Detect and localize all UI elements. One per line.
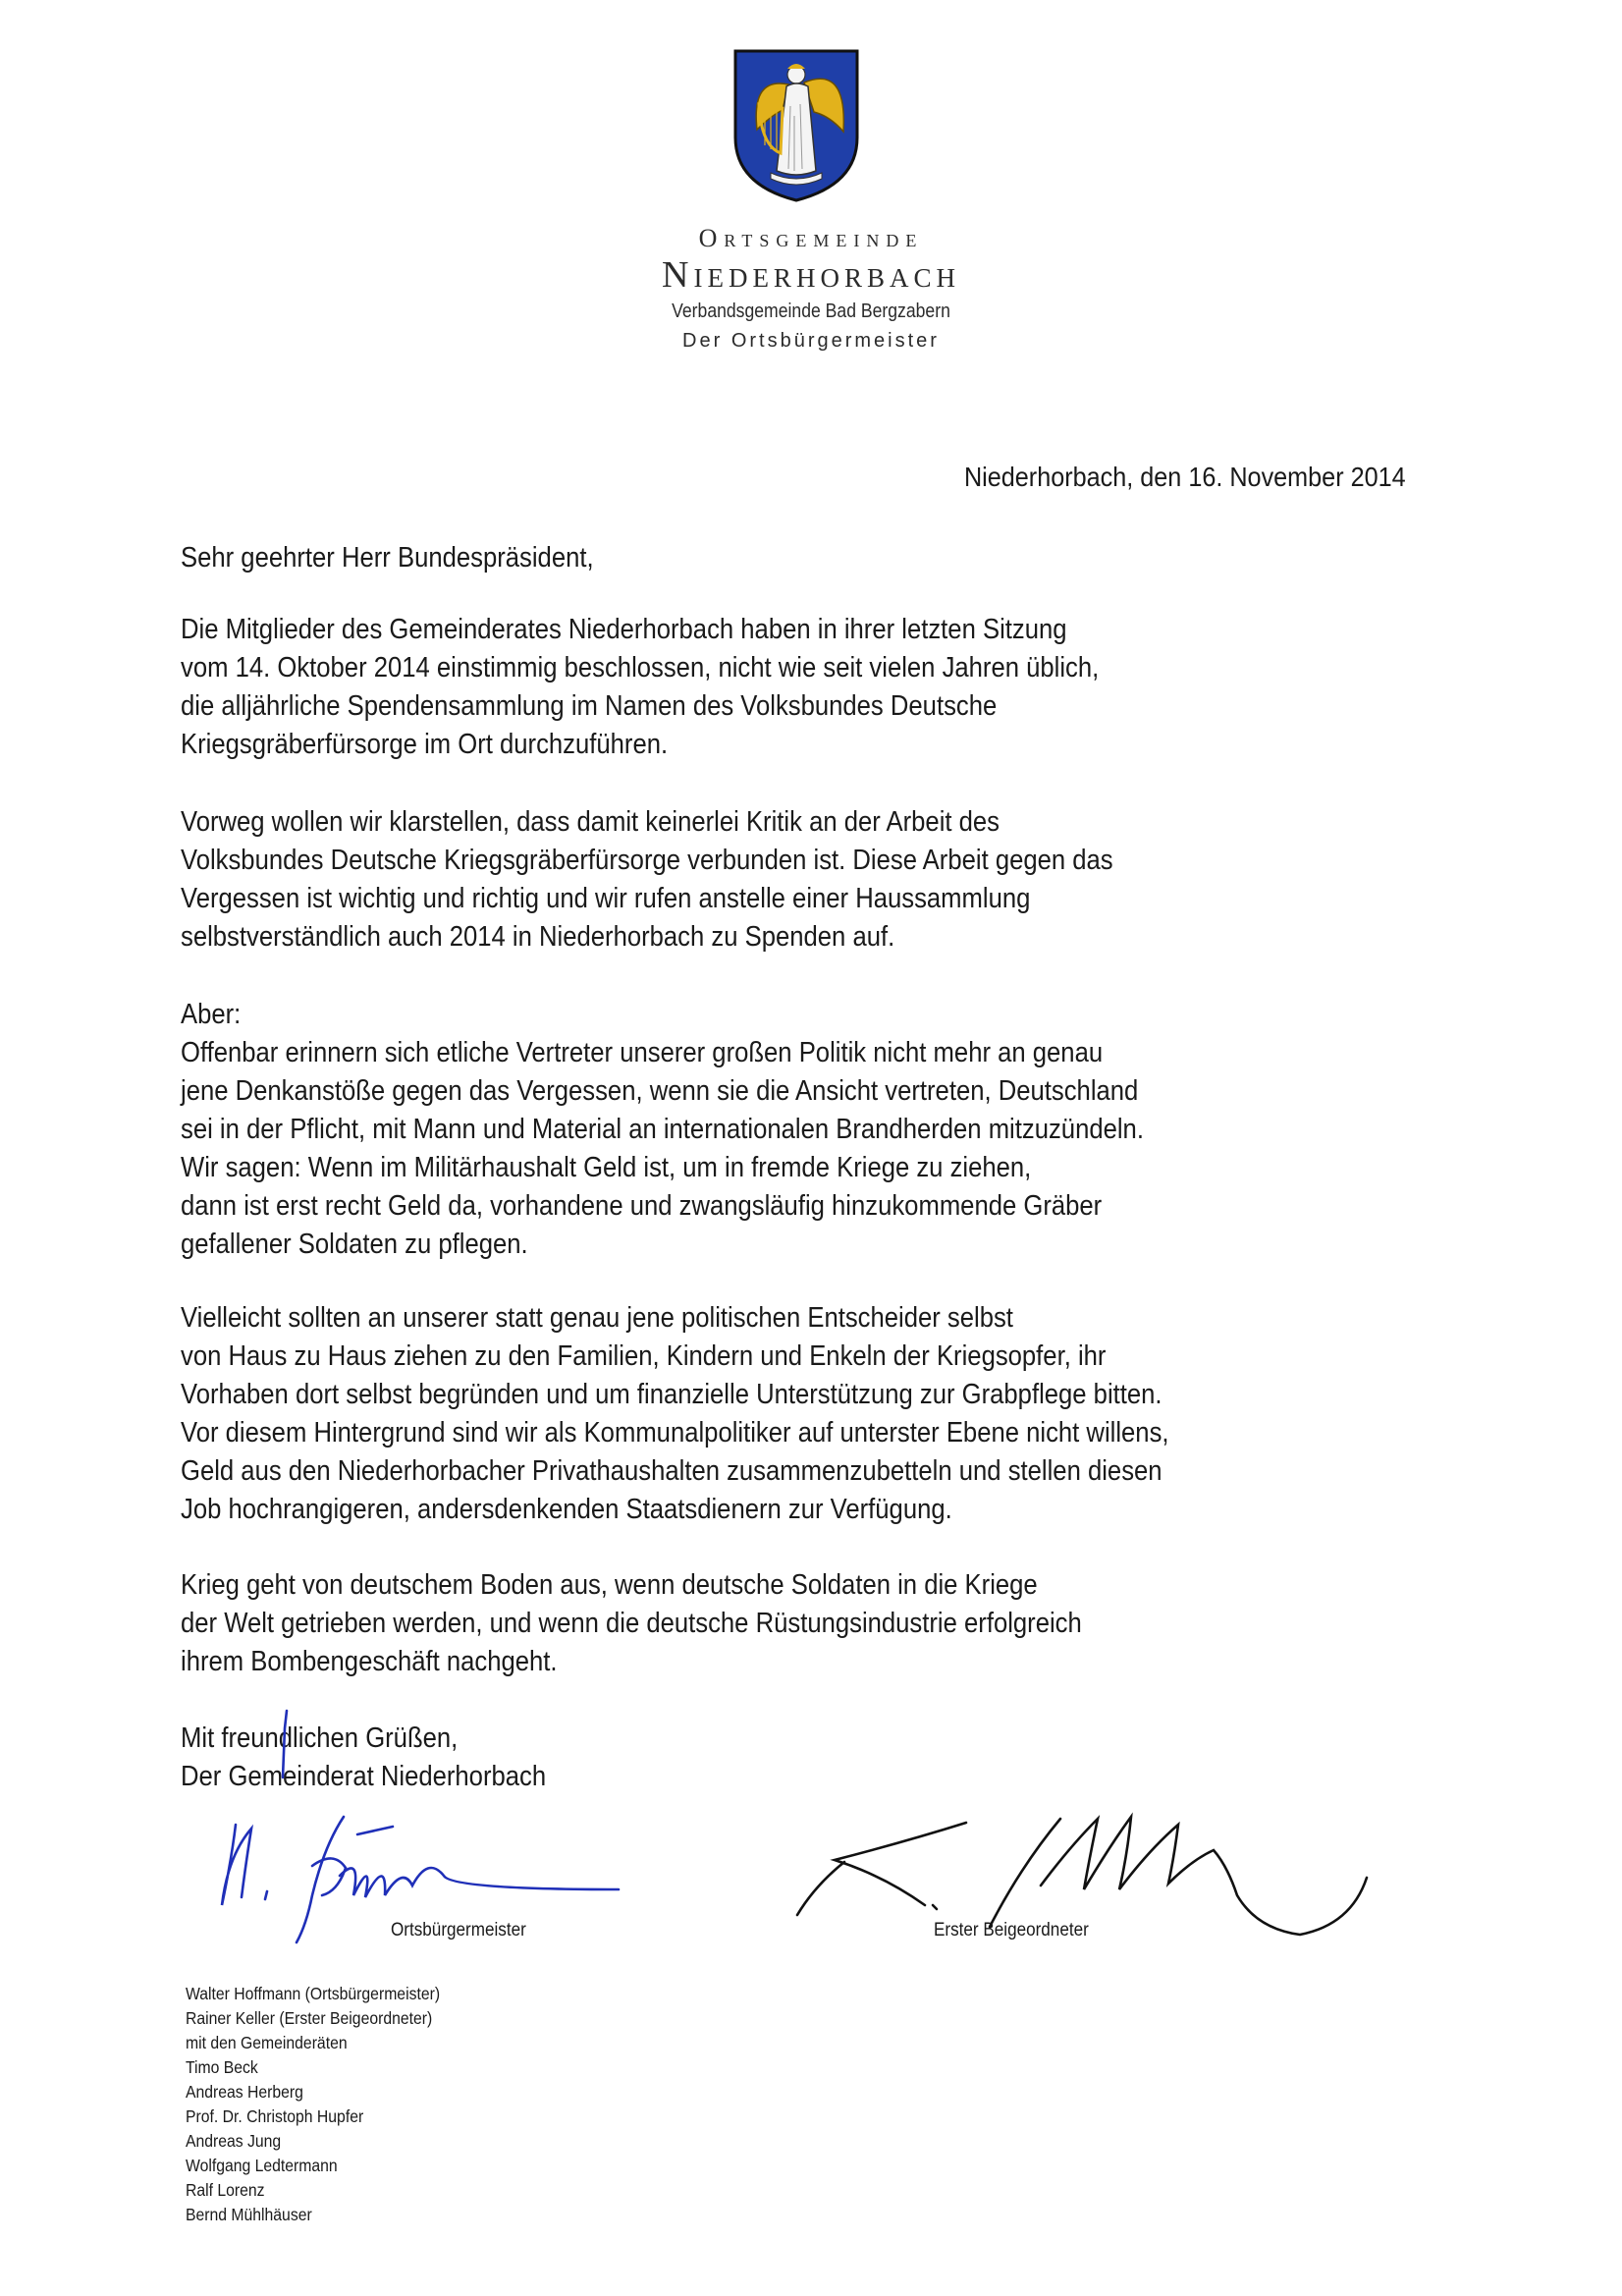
paragraph-line: sei in der Pflicht, mit Mann und Material an internationalen Brandherden mitzuzündeln. <box>181 1114 1144 1145</box>
paragraph-4 <box>181 1299 1312 1529</box>
paragraph-line: Job hochrangigeren, andersdenkenden Staatsdienern zur Verfügung. <box>181 1494 952 1525</box>
closing <box>181 1720 1312 1796</box>
paragraph-line: Vorhaben dort selbst begründen und um finanzielle Unterstützung zur Grabpflege bitten. <box>181 1379 1162 1410</box>
list-item: Walter Hoffmann (Ortsbürgermeister) <box>186 1984 441 2003</box>
list-item: Wolfgang Ledtermann <box>186 2156 338 2175</box>
paragraph-line: Vielleicht sollten an unserer statt genau jene politischen Entscheider selbst <box>181 1302 1013 1334</box>
paragraph-line: Offenbar erinnern sich etliche Vertreter unserer großen Politik nicht mehr an genau <box>181 1037 1104 1068</box>
closing-greeting: Mit freundlichen Grüßen, <box>181 1722 459 1754</box>
paragraph-line: Vorweg wollen wir klarstellen, dass damit keinerlei Kritik an der Arbeit des <box>181 806 1000 838</box>
list-item: Ralf Lorenz <box>186 2180 265 2200</box>
paragraph-line: vom 14. Oktober 2014 einstimmig beschlossen, nicht wie seit vielen Jahren üblich, <box>181 652 1100 683</box>
signature-role-mayor: Ortsbürgermeister <box>391 1920 526 1941</box>
paragraph-line: Aber: <box>181 999 242 1030</box>
paragraph-line: die alljährliche Spendensammlung im Namen des Volksbundes Deutsche <box>181 690 998 722</box>
paragraph-1 <box>181 611 1312 764</box>
paragraph-line: ihrem Bombengeschäft nachgeht. <box>181 1646 558 1677</box>
salutation: Sehr geehrter Herr Bundespräsident, <box>181 542 594 574</box>
paragraph-line: Kriegsgräberfürsorge im Ort durchzuführen. <box>181 729 669 760</box>
signature-role-deputy: Erster Beigeordneter <box>934 1920 1089 1941</box>
paragraph-line: von Haus zu Haus ziehen zu den Familien, Kindern und Enkeln der Kriegsopfer, ihr <box>181 1340 1107 1372</box>
signature-deputy <box>797 1817 1367 1935</box>
office-title: Der Ortsbürgermeister <box>682 330 940 352</box>
paragraph-line: Die Mitglieder des Gemeinderates Niederhorbach haben in ihrer letzten Sitzung <box>181 614 1067 645</box>
paragraph-line: Krieg geht von deutschem Boden aus, wenn deutsche Soldaten in die Kriege <box>181 1569 1038 1601</box>
letter-date: Niederhorbach, den 16. November 2014 <box>964 462 1406 492</box>
association-name: Verbandsgemeinde Bad Bergzabern <box>672 301 950 322</box>
list-item: Bernd Mühlhäuser <box>186 2205 312 2224</box>
list-item: Prof. Dr. Christoph Hupfer <box>186 2106 364 2126</box>
closing-sender: Der Gemeinderat Niederhorbach <box>181 1761 547 1792</box>
municipality-label: Ortsgemeinde <box>698 224 924 252</box>
paragraph-line: Geld aus den Niederhorbacher Privathaushalten zusammenzubetteln und stellen diesen <box>181 1455 1162 1487</box>
paragraph-line: selbstverständlich auch 2014 in Niederhorbach zu Spenden auf. <box>181 921 895 953</box>
paragraph-2 <box>181 803 1312 957</box>
coat-of-arms <box>731 47 861 204</box>
paragraph-3 <box>181 996 1312 1264</box>
paragraph-line: dann ist erst recht Geld da, vorhandene und zwangsläufig hinzukommende Gräber <box>181 1190 1103 1222</box>
list-item: mit den Gemeinderäten <box>186 2033 348 2052</box>
list-item: Andreas Jung <box>186 2131 282 2151</box>
list-item: Andreas Herberg <box>186 2082 303 2102</box>
paragraph-line: der Welt getrieben werden, und wenn die deutsche Rüstungsindustrie erfolgreich <box>181 1608 1082 1639</box>
paragraph-line: jene Denkanstöße gegen das Vergessen, wenn sie die Ansicht vertreten, Deutschland <box>181 1075 1139 1107</box>
paragraph-line: Vergessen ist wichtig und richtig und wir rufen anstelle einer Haussammlung <box>181 883 1031 914</box>
list-item: Timo Beck <box>186 2057 258 2077</box>
paragraph-line: gefallener Soldaten zu pflegen. <box>181 1229 528 1260</box>
paragraph-line: Volksbundes Deutsche Kriegsgräberfürsorge verbunden ist. Diese Arbeit gegen das <box>181 845 1113 876</box>
paragraph-line: Vor diesem Hintergrund sind wir als Kommunalpolitiker auf unterster Ebene nicht willens, <box>181 1417 1169 1449</box>
municipality-name: Niederhorbach <box>662 254 960 296</box>
member-list <box>186 1982 440 2227</box>
paragraph-5 <box>181 1566 1312 1681</box>
paragraph-line: Wir sagen: Wenn im Militärhaushalt Geld ist, um in fremde Kriege zu ziehen, <box>181 1152 1032 1183</box>
list-item: Rainer Keller (Erster Beigeordneter) <box>186 2008 433 2028</box>
